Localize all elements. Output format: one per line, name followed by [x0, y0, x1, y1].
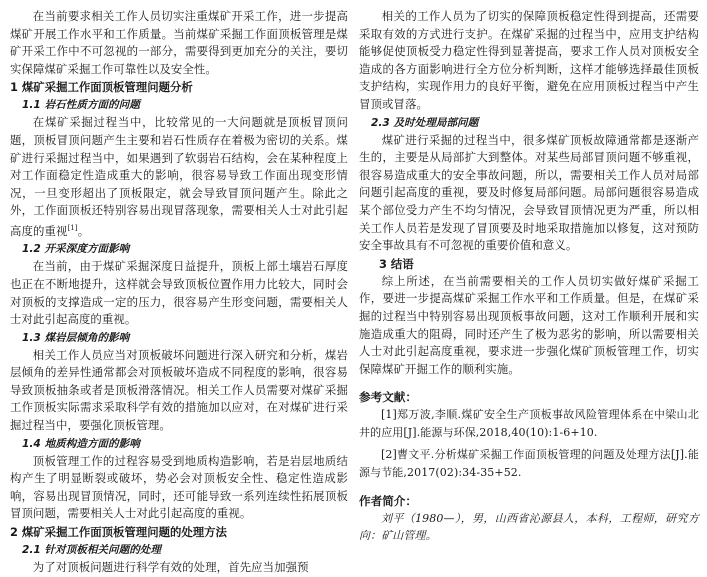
author-heading: 作者简介：	[359, 493, 417, 508]
section-1-2-heading: 1.2 开采深度方面影响	[22, 243, 130, 256]
reference-1: [1]郑万波,李顺.煤矿安全生产顶板事故风险管理体系在中梁山北井的应用[J].能源与环保,2018,40(10):1-6+10.	[359, 408, 699, 439]
section-2-1-heading: 2.1 针对顶板相关问题的处理	[22, 544, 161, 557]
section-1-2-paragraph: 在当前，由于煤矿采掘深度日益提升，顶板上部土壤岩石厚度也正在不断地提升，这样就会导致顶板位置作用力比较大，同时会对顶板的支撑造成一定的压力，很容易产生形变问题，需要相关人士对此引起高度的重视。	[10, 259, 348, 327]
support-paragraph: 相关的工作人员为了切实的保障顶板稳定性得到提高，还需要采取有效的方式进行支护。在煤矿采掘的过程当中，应用支护结构能够促使顶板受力稳定性得到显著提高，要求工作人员对顶板安全造成的各方面影响进行全方位分析判断，这样才能够选择最佳顶板支护结构，实现作用力的良好平衡，避免在应用顶板过程当中产生冒顶或冒落。	[359, 9, 699, 111]
section-1-1-heading: 1.1 岩石性质方面的问题	[22, 99, 140, 112]
section-3-heading: 3 结语	[379, 256, 414, 271]
author-bio: 刘平（1980—），男，山西省沁源县人，本科，工程师，研究方向：矿山管理。	[359, 511, 699, 543]
intro-paragraph: 在当前要求相关工作人员切实注重煤矿开采工作，进一步提高煤矿开展工作水平和工作质量。当前煤矿采掘工作面顶板管理是煤矿开采工作中不可忽视的一部分，需要得到更加充分的关注，要切实保障煤矿采掘工作可靠性以及安全性。	[10, 9, 348, 76]
section-1-1-end: 。	[77, 223, 90, 238]
conclusion-paragraph: 综上所述，在当前需要相关的工作人员切实做好煤矿采掘工作，要进一步提高煤矿采掘工作水平和工作质量。但是，在煤矿采掘的过程当中特别容易出现顶板事故问题，这对工作顺利开展和实施造成重大的阻碍，同时还产生了极为恶劣的影响，所以需要相关人士对此引起高度重视，要求进一步强化煤矿顶板管理工作，切实保障煤矿开掘工作的顺利实施。	[359, 273, 699, 376]
section-2-heading: 2 煤矿采掘工作面顶板管理问题的处理方法	[10, 525, 227, 540]
section-2-3-paragraph: 煤矿进行采掘的过程当中，很多煤矿顶板故障通常都是逐渐产生的，主要是从局部扩大到整体。对某些局部冒顶问题不够重视，很容易造成重大的安全事故问题，所以，需要相关工作人员对局部问题引起高度的重视，要及时修复局部问题。局部问题很容易造成某个部位受力产生不均匀情况，会导致冒顶情况更为严重，所以相关工作人员若是发现了冒顶要及时地采取措施加以修复，这对预防安全事故具有不可忽视的重要价值和意义。	[359, 132, 699, 253]
section-2-3-heading: 2.3 及时处理局部问题	[371, 116, 479, 129]
section-1-3-paragraph: 相关工作人员应当对顶板破坏问题进行深入研究和分析，煤岩层倾角的差异性通常都会对顶板破坏造成不同程度的影响，很容易导致顶板抽条或者是顶板滑落情况。相关工作人员需要对煤矿采掘工作顶板实际需求采取科学有效的措施加以应对，在对煤矿进行采掘过程当中，要强化顶板管理。	[10, 347, 348, 433]
section-1-4-paragraph: 顶板管理工作的过程容易受到地质构造影响，若是岩层地质结构产生了明显断裂或破坏，势必会对顶板安全性、稳定性造成影响，容易出现冒顶情况，同时，还可能导致一系列连续性拓展顶板冒顶问题，需要相关人士对此引起高度的重视。	[10, 453, 348, 521]
section-1-heading: 1 煤矿采掘工作面顶板管理问题分析	[10, 80, 193, 95]
section-1-1-text: 在煤矿采掘过程当中，比较常见的一大问题就是顶板冒顶问题，顶板冒顶问题产生主要和岩石性质存在着极为密切的关系。煤矿进行采掘过程当中，如果遇到了软弱岩石结构，会在某种程度上对工作面稳定性造成重大的影响，很容易导致工作面出现变形情况，一旦变形超出了顶板限定，就会导致冒顶问题产生。除此之外，工作面顶板还特别容易出现冒落现象，需要相关人士对此引起高度的重视	[10, 115, 348, 238]
section-1-1-paragraph	[10, 114, 348, 240]
reference-2: [2]曹文平.分析煤矿采掘工作面顶板管理的问题及处理方法[J].能源与节能,2017(02):34-35+52.	[359, 448, 699, 480]
section-1-3-heading: 1.3 煤岩层倾角的影响	[22, 331, 130, 344]
references-heading: 参考文献：	[359, 390, 417, 405]
right-column	[359, 8, 699, 545]
citation-1: [1]	[67, 223, 78, 232]
section-2-1-paragraph: 为了对顶板问题进行科学有效的处理，首先应当加强预	[32, 560, 309, 575]
left-column	[10, 8, 348, 577]
section-1-4-heading: 1.4 地质构造方面的影响	[22, 437, 140, 450]
